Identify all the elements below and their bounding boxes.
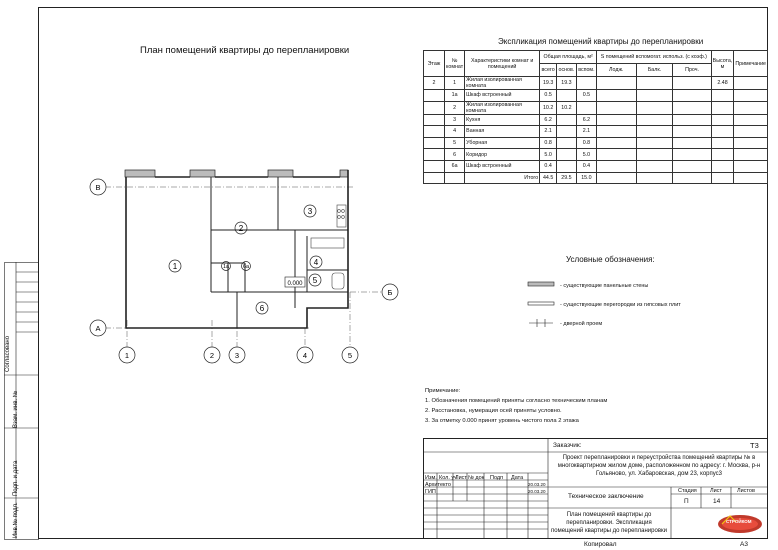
cell-other bbox=[673, 137, 711, 149]
cell-total: 10.2 bbox=[540, 101, 557, 114]
stamp-role2: ГИП bbox=[425, 489, 436, 495]
cell-num: 6 bbox=[445, 149, 465, 161]
axis-v: B bbox=[95, 183, 101, 192]
stamp-h-podp: Подп bbox=[490, 475, 504, 481]
cell-total: 6.2 bbox=[540, 114, 557, 126]
side-agreed: Согласовано bbox=[5, 335, 11, 372]
total-label: Итого bbox=[465, 172, 540, 184]
note-2: 2. Расстановка, нумерация осей приняты условно. bbox=[425, 408, 562, 414]
logo-text: СТРОЙКОМ bbox=[726, 519, 752, 524]
cell-balc bbox=[636, 101, 673, 114]
cell-balc bbox=[636, 114, 673, 126]
room-3: 3 bbox=[307, 207, 313, 216]
th-area: Общая площадь, м² bbox=[540, 51, 597, 64]
cell-aux: 5.0 bbox=[576, 149, 596, 161]
th-s: S помещений вспомогат. использ. (с коэф.) bbox=[597, 51, 712, 64]
th-height: Высота, м bbox=[711, 51, 734, 77]
table-row bbox=[424, 77, 768, 90]
axis-1: 1 bbox=[124, 351, 130, 360]
axis-3: 3 bbox=[234, 351, 240, 360]
cell-height bbox=[711, 160, 734, 172]
cell-note bbox=[734, 160, 768, 172]
cell-aux bbox=[576, 101, 596, 114]
cell-loggia bbox=[597, 90, 636, 102]
cell-balc bbox=[636, 126, 673, 138]
floor-plan bbox=[85, 160, 405, 365]
cell-floor: 2 bbox=[424, 77, 445, 90]
cell-note bbox=[734, 149, 768, 161]
cell-height bbox=[711, 137, 734, 149]
cell-total: 5.0 bbox=[540, 149, 557, 161]
cell-loggia bbox=[597, 77, 636, 90]
cell-num: 6а bbox=[445, 160, 465, 172]
cell-main bbox=[557, 160, 577, 172]
cell-floor bbox=[424, 137, 445, 149]
cell-floor bbox=[424, 90, 445, 102]
cell-balc bbox=[636, 90, 673, 102]
th-aux: вспом. bbox=[576, 64, 596, 77]
cell-floor bbox=[424, 126, 445, 138]
cell-name: Жилая изолированная комната bbox=[465, 77, 540, 90]
stamp-sheet: 14 bbox=[713, 498, 721, 505]
th-total: всего bbox=[540, 64, 557, 77]
stamp-date1: 20.03.20 bbox=[528, 482, 546, 487]
side-stamp-grid bbox=[4, 262, 40, 540]
th-num: № комнат bbox=[445, 51, 465, 77]
cell-other bbox=[673, 77, 711, 90]
side-inv: Взам. инв. № bbox=[13, 390, 19, 428]
cell-height bbox=[711, 126, 734, 138]
cell-total: 2.1 bbox=[540, 126, 557, 138]
axis-5: 5 bbox=[347, 351, 353, 360]
cell-total: 0.5 bbox=[540, 90, 557, 102]
cell-name: Коридор bbox=[465, 149, 540, 161]
cell-aux: 2.1 bbox=[576, 126, 596, 138]
stamp-h-kol: Кол. уч bbox=[439, 475, 458, 481]
cell-height bbox=[711, 101, 734, 114]
cell-name: Ванная bbox=[465, 126, 540, 138]
cell-main bbox=[557, 126, 577, 138]
cell-floor bbox=[424, 114, 445, 126]
axis-2: 2 bbox=[209, 351, 215, 360]
plan-title: План помещений квартиры до перепланировки bbox=[140, 45, 350, 56]
cell-name: Жилая изолированная комната bbox=[465, 101, 540, 114]
legend-title: Условные обозначения: bbox=[566, 255, 655, 264]
cell-main bbox=[557, 114, 577, 126]
cell-num: 2 bbox=[445, 101, 465, 114]
stamp-h-ndok: № док bbox=[468, 475, 485, 481]
cell-loggia bbox=[597, 126, 636, 138]
th-other: Проч. bbox=[673, 64, 711, 77]
stamp-h-stage: Стадия bbox=[678, 488, 697, 494]
room-1: 1 bbox=[172, 262, 178, 271]
cell-balc bbox=[636, 137, 673, 149]
th-balc: Балк. bbox=[636, 64, 673, 77]
footer-copied: Копировал bbox=[584, 541, 617, 548]
cell-other bbox=[673, 114, 711, 126]
cell-balc bbox=[636, 160, 673, 172]
cell-loggia bbox=[597, 137, 636, 149]
axis-b: Б bbox=[387, 288, 393, 297]
side-sign: Подп. и дата bbox=[13, 460, 19, 496]
table-row bbox=[424, 101, 768, 114]
room-6: 6 bbox=[259, 304, 265, 313]
cell-main bbox=[557, 149, 577, 161]
cell-note bbox=[734, 90, 768, 102]
room-4: 4 bbox=[313, 258, 319, 267]
cell-num: 5 bbox=[445, 137, 465, 149]
note-3: 3. За отметку 0.000 принят уровень чистого пола 2 этажа bbox=[425, 418, 579, 424]
table-row bbox=[424, 126, 768, 138]
stamp-role1: Архитекто bbox=[425, 482, 451, 488]
room-1a: 1а bbox=[222, 264, 230, 270]
cell-note bbox=[734, 126, 768, 138]
cell-name: Шкаф встроенный bbox=[465, 160, 540, 172]
cell-balc bbox=[636, 149, 673, 161]
total-main: 29.5 bbox=[557, 172, 577, 184]
cell-other bbox=[673, 101, 711, 114]
stamp-h-sheet: Лист bbox=[710, 488, 722, 494]
cell-loggia bbox=[597, 101, 636, 114]
cell-note bbox=[734, 137, 768, 149]
stamp-stage: П bbox=[684, 498, 689, 505]
cell-loggia bbox=[597, 114, 636, 126]
cell-other bbox=[673, 126, 711, 138]
cell-other bbox=[673, 149, 711, 161]
company-logo bbox=[716, 512, 764, 536]
table-row bbox=[424, 114, 768, 126]
expl-title: Экспликация помещений квартиры до перепланировки bbox=[498, 37, 704, 46]
cell-num: 1 bbox=[445, 77, 465, 90]
cell-num: 1а bbox=[445, 90, 465, 102]
table-row bbox=[424, 90, 768, 102]
explication-table bbox=[423, 50, 768, 184]
cell-name: Шкаф встроенный bbox=[465, 90, 540, 102]
cell-aux bbox=[576, 77, 596, 90]
cell-main: 19.3 bbox=[557, 77, 577, 90]
th-loggia: Лодж. bbox=[597, 64, 636, 77]
th-floor: Этаж bbox=[424, 51, 445, 77]
legend-door: - дверной проем bbox=[560, 321, 603, 327]
stamp-sheet-title: План помещений квартиры до перепланировки. Экспликация помещений квартиры до перепланировки bbox=[551, 512, 667, 534]
cell-balc bbox=[636, 77, 673, 90]
cell-main bbox=[557, 90, 577, 102]
cell-note bbox=[734, 77, 768, 90]
note-1: 1. Обозначения помещений приняты согласно техническим планам bbox=[425, 398, 608, 404]
cell-height bbox=[711, 149, 734, 161]
cell-name: Уборная bbox=[465, 137, 540, 149]
table-row bbox=[424, 137, 768, 149]
cell-floor bbox=[424, 160, 445, 172]
legend-gypsum-walls: - существующие перегородки из гипсовых плит bbox=[560, 302, 681, 308]
cell-loggia bbox=[597, 160, 636, 172]
cell-floor bbox=[424, 101, 445, 114]
cell-num: 4 bbox=[445, 126, 465, 138]
legend-panel-walls: - существующие панельные стены bbox=[560, 283, 649, 289]
cell-other bbox=[673, 90, 711, 102]
table-row bbox=[424, 160, 768, 172]
cell-note bbox=[734, 114, 768, 126]
notes-block bbox=[425, 386, 607, 426]
cell-main bbox=[557, 137, 577, 149]
stamp-h-date: Дата bbox=[511, 475, 524, 481]
cell-total: 19.3 bbox=[540, 77, 557, 90]
cell-aux: 6.2 bbox=[576, 114, 596, 126]
axis-4: 4 bbox=[302, 351, 308, 360]
side-inv-orig: Инв.№ подл. bbox=[13, 502, 19, 538]
stamp-date2: 20.03.20 bbox=[528, 489, 546, 494]
room-5: 5 bbox=[312, 276, 318, 285]
stamp-project: Проект перепланировки и переустройства помещений квартиры № в многоквартирном жилом доме, расположенном по адресу: г. Москва, р-н Гольяново, ул. Хабаровская, дом 23, корпус3 bbox=[557, 455, 761, 477]
cell-height bbox=[711, 90, 734, 102]
stamp-doc-title: Техническое заключение bbox=[568, 493, 644, 500]
stamp-code: Т3 bbox=[750, 441, 759, 450]
stamp-h-list: Лист bbox=[455, 475, 467, 481]
room-2: 2 bbox=[238, 224, 244, 233]
stamp-h-sheets: Листов bbox=[737, 488, 755, 494]
axis-a: A bbox=[95, 324, 101, 333]
cell-main: 10.2 bbox=[557, 101, 577, 114]
th-main: основ. bbox=[557, 64, 577, 77]
cell-name: Кухня bbox=[465, 114, 540, 126]
total-aux: 15.0 bbox=[576, 172, 596, 184]
stamp-customer: Заказчик: bbox=[553, 442, 582, 449]
cell-num: 3 bbox=[445, 114, 465, 126]
th-char: Характеристики комнат и помещений bbox=[465, 51, 540, 77]
table-row bbox=[424, 149, 768, 161]
cell-aux: 0.5 bbox=[576, 90, 596, 102]
notes-head: Примечание: bbox=[425, 388, 461, 394]
cell-aux: 0.4 bbox=[576, 160, 596, 172]
th-note: Примечание bbox=[734, 51, 768, 77]
cell-height: 2.48 bbox=[711, 77, 734, 90]
cell-height bbox=[711, 114, 734, 126]
cell-loggia bbox=[597, 149, 636, 161]
cell-floor bbox=[424, 149, 445, 161]
room-6a: 6а bbox=[242, 264, 250, 270]
cell-total: 0.8 bbox=[540, 137, 557, 149]
cell-total: 0.4 bbox=[540, 160, 557, 172]
footer-format: А3 bbox=[740, 541, 748, 548]
cell-note bbox=[734, 101, 768, 114]
cell-other bbox=[673, 160, 711, 172]
cell-aux: 0.8 bbox=[576, 137, 596, 149]
level-mark: 0.000 bbox=[287, 281, 303, 287]
total-all: 44.5 bbox=[540, 172, 557, 184]
stamp-h-izm: Изм. bbox=[425, 475, 437, 481]
